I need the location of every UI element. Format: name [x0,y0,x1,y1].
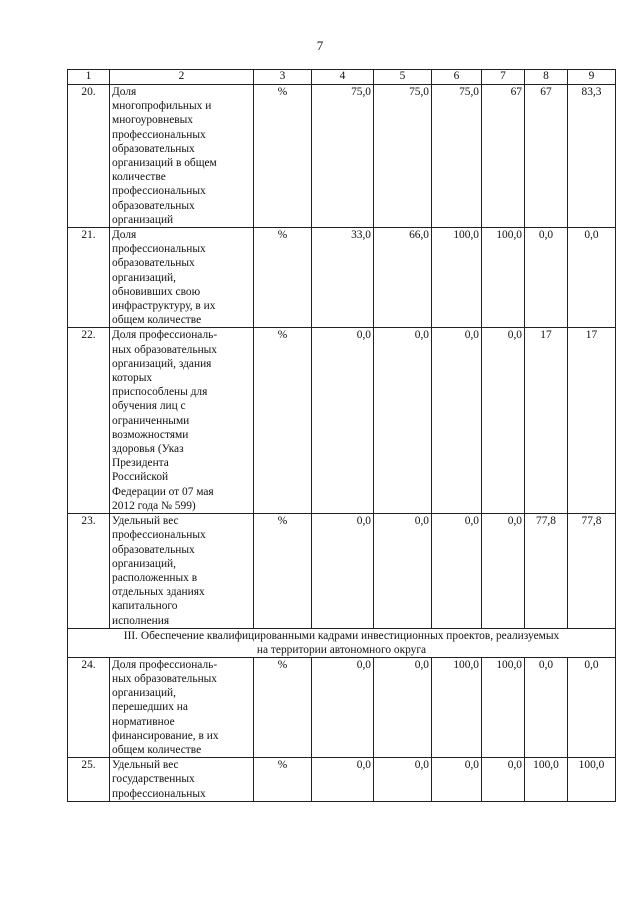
indicator-name-line: Президента [112,457,169,470]
indicator-name-line: Доля профессиональ- [112,329,218,342]
indicator-name-line: капитального [112,600,178,613]
indicator-name-line: нормативное [112,715,175,728]
value-cell: 17 [568,328,616,514]
table-row [68,657,616,757]
indicator-name-line: профессиональных [112,185,206,198]
table-row [68,228,616,328]
indicator-name-line: ных образовательных [112,672,218,685]
indicator-name [110,228,254,328]
value-cell: 83,3 [568,85,616,228]
value-cell: 0,0 [312,657,374,757]
indicator-name-line: профессиональных [112,128,206,141]
value-cell: 77,8 [525,514,568,629]
table-row [68,758,616,802]
indicator-name-line: инфраструктуру, в их [112,300,216,313]
indicator-name-line: общем количестве [112,314,202,327]
column-header: 2 [110,70,254,85]
indicator-name-line: 2012 года № 599) [112,499,196,512]
indicator-name-line: обучения лиц с [112,400,186,413]
indicator-name-line: организаций, здания [112,357,212,370]
value-cell: 66,0 [374,228,432,328]
row-number: 24. [68,657,110,757]
column-header: 4 [312,70,374,85]
value-cell: 0,0 [432,514,482,629]
indicator-name [110,85,254,228]
indicator-name-line: обновивших свою [112,285,201,298]
indicator-name-line: Федерации от 07 мая [112,485,214,498]
indicator-name-line: финансирование, в их [112,729,219,742]
indicator-name-line: исполнения [112,614,170,627]
value-cell: 0,0 [374,657,432,757]
indicator-name-line: организаций, [112,557,176,570]
value-cell: 100,0 [482,657,525,757]
column-header: 1 [68,70,110,85]
indicator-name-line: общем количестве [112,743,202,756]
column-header: 6 [432,70,482,85]
row-number: 25. [68,758,110,802]
value-cell: 0,0 [568,228,616,328]
value-cell: 0,0 [482,514,525,629]
indicator-name-line: приспособлены для [112,386,208,399]
indicator-name-line: ных образовательных [112,343,218,356]
value-cell: 0,0 [312,328,374,514]
indicator-name-line: количестве [112,171,166,184]
column-header: 8 [525,70,568,85]
indicator-name-line: многопрофильных и [112,100,212,113]
indicator-name-line: многоуровневых [112,114,193,127]
unit-cell: % [254,85,312,228]
row-number: 21. [68,228,110,328]
column-header: 3 [254,70,312,85]
unit-cell: % [254,758,312,802]
indicator-name [110,328,254,514]
unit-cell: % [254,328,312,514]
table-row [68,328,616,514]
value-cell: 0,0 [312,514,374,629]
indicator-name-line: Доля [112,229,137,242]
indicator-name-line: образовательных [112,199,195,212]
section-heading [68,628,616,657]
indicator-name-line: профессиональных [112,787,206,800]
section-heading-line: III. Обеспечение квалифицированными кадрами инвестиционных проектов, реализуемых [123,629,560,642]
indicator-name-line: Доля профессиональ- [112,658,218,671]
value-cell: 0,0 [374,514,432,629]
unit-cell: % [254,657,312,757]
value-cell: 75,0 [432,85,482,228]
indicator-name-line: профессиональных [112,243,206,256]
indicator-name-line: организаций, [112,271,176,284]
indicator-name-line: государственных [112,773,195,786]
indicator-name-line: Российской [112,471,169,484]
table-row [68,85,616,228]
value-cell: 77,8 [568,514,616,629]
unit-cell: % [254,228,312,328]
value-cell: 0,0 [374,758,432,802]
indicator-name-line: профессиональных [112,529,206,542]
value-cell: 0,0 [482,758,525,802]
unit-cell: % [254,514,312,629]
value-cell: 0,0 [568,657,616,757]
row-number: 23. [68,514,110,629]
value-cell: 100,0 [482,228,525,328]
value-cell: 33,0 [312,228,374,328]
indicator-name [110,657,254,757]
header-row [68,70,616,85]
indicator-name-line: Доля [112,86,137,98]
indicators-table [67,69,616,802]
value-cell: 0,0 [482,328,525,514]
column-header: 9 [568,70,616,85]
indicator-name-line: которых [112,372,153,385]
column-header: 7 [482,70,525,85]
table-row [68,514,616,629]
value-cell: 0,0 [525,228,568,328]
indicator-name-line: Удельный вес [112,759,179,772]
value-cell: 0,0 [432,758,482,802]
value-cell: 0,0 [312,758,374,802]
value-cell: 0,0 [432,328,482,514]
value-cell: 0,0 [374,328,432,514]
section-row [68,628,616,657]
indicator-name-line: образовательных [112,543,195,556]
indicator-name-line: организаций в общем [112,157,217,170]
row-number: 20. [68,85,110,228]
indicator-name-line: организаций, [112,687,176,700]
indicator-name-line: образовательных [112,257,195,270]
indicator-name-line: возможностями [112,428,189,441]
indicator-name [110,758,254,802]
table-body [68,70,616,802]
value-cell: 100,0 [432,228,482,328]
value-cell: 0,0 [525,657,568,757]
indicator-name-line: отдельных зданиях [112,586,205,599]
value-cell: 100,0 [568,758,616,802]
value-cell: 75,0 [312,85,374,228]
value-cell: 17 [525,328,568,514]
column-header: 5 [374,70,432,85]
value-cell: 67 [482,85,525,228]
value-cell: 100,0 [432,657,482,757]
indicator-name-line: перешедших на [112,701,188,714]
indicator-name-line: Удельный вес [112,515,179,528]
value-cell: 67 [525,85,568,228]
page-number: 7 [316,38,324,53]
value-cell: 100,0 [525,758,568,802]
indicator-name-line: образовательных [112,142,195,155]
row-number: 22. [68,328,110,514]
indicator-name [110,514,254,629]
value-cell: 75,0 [374,85,432,228]
indicator-name-line: расположенных в [112,571,198,584]
indicator-name-line: здоровья (Указ [112,443,184,456]
section-heading-line: на территории автономного округа [256,643,427,656]
indicator-name-line: ограниченными [112,414,190,427]
indicator-name-line: организаций [112,213,174,226]
